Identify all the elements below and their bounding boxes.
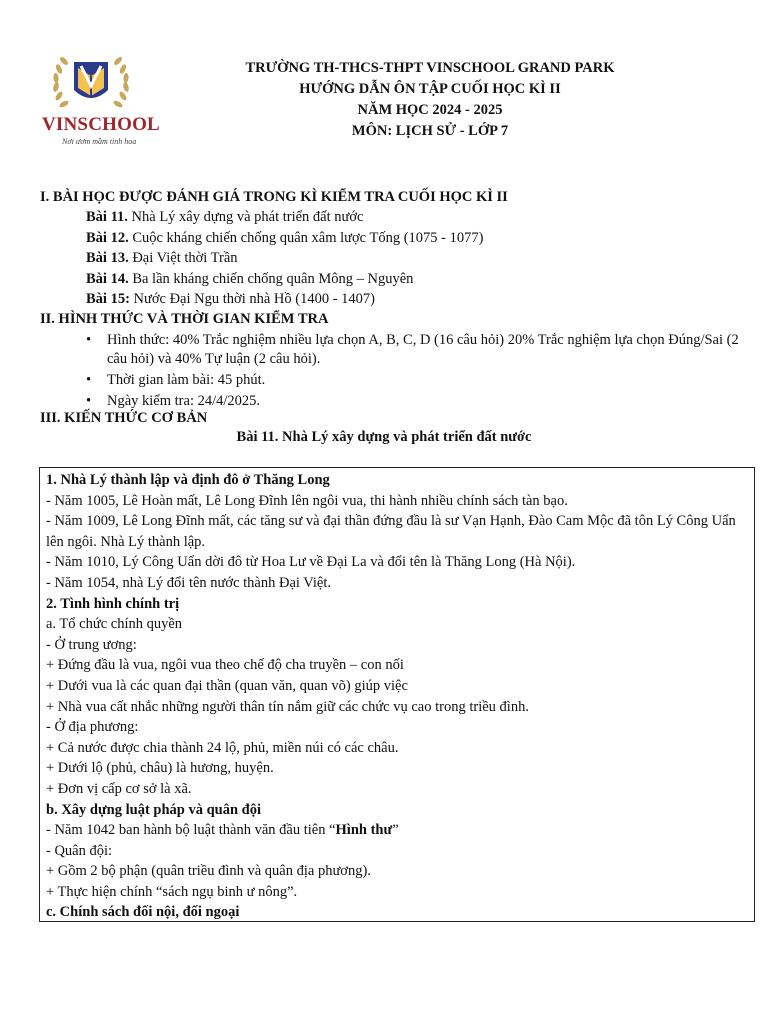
- box-line: + Gồm 2 bộ phận (quân triều đình và quân địa phương).: [46, 863, 371, 880]
- lesson-item: Bài 12. Cuộc kháng chiến chống quân xâm lược Tống (1075 - 1077): [86, 230, 484, 246]
- box-line: - Năm 1005, Lê Hoàn mất, Lê Long Đĩnh lên ngôi vua, thi hành nhiều chính sách tàn bạo.: [46, 492, 568, 509]
- list-item: • Ngày kiểm tra: 24/4/2025.: [86, 392, 746, 411]
- school-year: NĂM HỌC 2024 - 2025: [357, 102, 503, 118]
- list-item: • Hình thức: 40% Trắc nghiệm nhiều lựa chọn A, B, C, D (16 câu hỏi) 20% Trắc nghiệm lựa chọn Đúng/Sai (2 câu hỏi) và 40% Tự luận (2 câu hỏi).: [86, 331, 746, 369]
- school-name: TRƯỜNG TH-THCS-THPT VINSCHOOL GRAND PARK: [245, 60, 615, 76]
- box-line: - Ở địa phương:: [46, 719, 139, 736]
- box-line: - Năm 1054, nhà Lý đổi tên nước thành Đại Việt.: [46, 574, 331, 591]
- school-logo: [34, 46, 164, 156]
- lesson-item: Bài 11. Nhà Lý xây dựng và phát triển đất nước: [86, 209, 364, 225]
- laurel-book-icon: [34, 46, 164, 116]
- section-2-title: II. HÌNH THỨC VÀ THỜI GIAN KIỂM TRA: [40, 311, 329, 327]
- list-item: • Thời gian làm bài: 45 phút.: [86, 371, 746, 390]
- exam-info-list: [86, 331, 746, 413]
- box-line: - Năm 1010, Lý Công Uẩn dời đô từ Hoa Lư về Đại La và đổi tên là Thăng Long (Hà Nội).: [46, 554, 576, 571]
- box-line: + Cả nước được chia thành 24 lộ, phủ, miền núi có các châu.: [46, 739, 399, 756]
- box-line: - Quân đội:: [46, 842, 113, 859]
- content-box: [39, 467, 755, 922]
- box-line: + Đứng đầu là vua, ngôi vua theo chế độ cha truyền – con nối: [46, 657, 404, 674]
- box-heading: 2. Tình hình chính trị: [46, 595, 180, 612]
- box-line: + Đơn vị cấp cơ sở là xã.: [46, 780, 192, 797]
- box-line: + Dưới vua là các quan đại thần (quan văn, quan võ) giúp việc: [46, 677, 408, 694]
- subject: MÔN: LỊCH SỬ - LỚP 7: [351, 123, 509, 139]
- logo-tagline: Nơi ươm mầm tinh hoa: [62, 137, 137, 146]
- box-line: a. Tổ chức chính quyền: [46, 616, 183, 633]
- box-heading: 1. Nhà Lý thành lập và định đô ở Thăng Long: [46, 472, 330, 488]
- document-title: HƯỚNG DẪN ÔN TẬP CUỐI HỌC KÌ II: [299, 81, 561, 97]
- section-3-title: III. KIẾN THỨC CƠ BẢN: [40, 410, 208, 426]
- section-1-title: I. BÀI HỌC ĐƯỢC ĐÁNH GIÁ TRONG KÌ KIỂM TRA CUỐI HỌC KÌ II: [40, 189, 508, 205]
- box-heading: c. Chính sách đối nội, đối ngoại: [46, 904, 240, 921]
- box-line: - Ở trung ương:: [46, 636, 137, 653]
- box-line: + Dưới lộ (phủ, châu) là hương, huyện.: [46, 760, 274, 777]
- logo-brand: VINSCHOOL: [42, 114, 160, 135]
- box-line: - Năm 1042 ban hành bộ luật thành văn đầu tiên “Hình thư”: [46, 822, 399, 839]
- lesson-item: Bài 13. Đại Việt thời Trần: [86, 250, 238, 266]
- lesson-heading: Bài 11. Nhà Lý xây dựng và phát triển đất nước: [236, 429, 532, 445]
- box-line: - Năm 1009, Lê Long Đĩnh mất, các tăng sư và đại thần đứng đầu là sư Vạn Hạnh, Đào Cam Mộc đã tôn Lý Công Uẩn lên ngôi. Nhà Lý thành lập.: [46, 513, 736, 550]
- box-line: + Nhà vua cất nhắc những người thân tín nắm giữ các chức vụ cao trong triều đình.: [46, 698, 529, 715]
- lesson-item: Bài 15: Nước Đại Ngu thời nhà Hồ (1400 - 1407): [86, 291, 375, 307]
- box-line: + Thực hiện chính “sách ngụ binh ư nông”.: [46, 883, 298, 900]
- box-heading: b. Xây dựng luật pháp và quân đội: [46, 801, 262, 818]
- lesson-item: Bài 14. Ba lần kháng chiến chống quân Mông – Nguyên: [86, 271, 414, 287]
- document-header: [195, 58, 665, 142]
